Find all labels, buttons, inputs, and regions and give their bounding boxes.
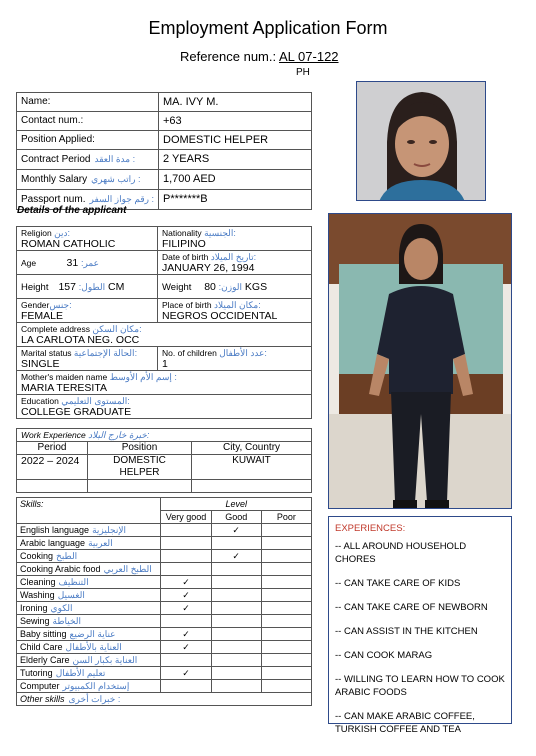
weight-cell: Weight الوزن: 80 KGS xyxy=(158,275,312,299)
portrait-photo-graphic xyxy=(357,82,486,201)
gender-value: FEMALE xyxy=(21,310,64,322)
skill-level-good: ✓ xyxy=(211,524,261,537)
dob-cell: Date of birth تاريخ الميلاد: JANUARY 26, 1994 xyxy=(158,251,312,275)
work-location: KUWAIT xyxy=(192,455,312,480)
skill-level-very-good: ✓ xyxy=(161,576,211,589)
skills-table xyxy=(16,497,312,706)
skill-row xyxy=(17,524,312,537)
pob-cell: Place of birth مكان الميلاد: NEGROS OCCIDENTAL xyxy=(158,299,312,323)
skill-row xyxy=(17,667,312,680)
experience-item: -- ALL AROUND HOUSEHOLD CHORES xyxy=(335,541,467,565)
skill-row xyxy=(17,563,312,576)
work-experience-header: Work Experience خبرة خارج البلاد: xyxy=(17,429,312,442)
skills-header-row xyxy=(17,498,312,511)
education-cell: Education المستوى التعليمي: COLLEGE GRADUATE xyxy=(17,395,312,419)
skill-name: Computer إستخدام الكمبيوتر xyxy=(17,680,161,693)
skill-level-poor xyxy=(261,628,311,641)
details-heading: Details of the applicant xyxy=(17,205,127,216)
skill-level-very-good: ✓ xyxy=(161,589,211,602)
skill-level-good xyxy=(211,589,261,602)
skill-level-poor xyxy=(261,641,311,654)
address-value: LA CARLOTA NEG. OCC xyxy=(21,334,140,346)
basic-info-row xyxy=(17,150,312,170)
skill-level-poor xyxy=(261,667,311,680)
skill-name: Washing الغسيل xyxy=(17,589,161,602)
basic-info-value: MA. IVY M. xyxy=(159,93,312,112)
skill-name: Cooking Arabic food الطبخ العربي xyxy=(17,563,161,576)
skill-name: Cooking الطبخ xyxy=(17,550,161,563)
skills-col-poor: Poor xyxy=(261,511,311,524)
age-value: 31 xyxy=(66,256,79,269)
skill-level-very-good: ✓ xyxy=(161,602,211,615)
basic-info-row xyxy=(17,131,312,150)
basic-info-value: 2 YEARS xyxy=(159,150,312,170)
skill-level-very-good xyxy=(161,680,211,693)
height-cell: Height الطول: 157 CM xyxy=(17,275,158,299)
skill-level-poor xyxy=(261,537,311,550)
skill-row xyxy=(17,576,312,589)
skill-level-poor xyxy=(261,576,311,589)
skill-level-very-good: ✓ xyxy=(161,628,211,641)
experience-item: -- CAN ASSIST IN THE KITCHEN xyxy=(335,626,478,637)
education-value: COLLEGE GRADUATE xyxy=(21,406,132,418)
skill-name: Ironing الكوي xyxy=(17,602,161,615)
basic-info-label: Passport num. رقم جواز السفر : xyxy=(17,190,159,210)
skill-level-poor xyxy=(261,680,311,693)
skill-row xyxy=(17,602,312,615)
work-position: DOMESTIC HELPER xyxy=(88,455,192,480)
skill-name: Elderly Care العناية بكبار السن xyxy=(17,654,161,667)
skill-level-good xyxy=(211,615,261,628)
skill-row xyxy=(17,615,312,628)
skill-level-good xyxy=(211,667,261,680)
dob-value: JANUARY 26, 1994 xyxy=(162,262,255,274)
basic-info-label: Contact num.: xyxy=(17,112,159,131)
basic-info-value: P*******B xyxy=(159,190,312,210)
experience-item: -- CAN TAKE CARE OF NEWBORN xyxy=(335,602,488,613)
skill-row xyxy=(17,589,312,602)
full-body-photo-graphic xyxy=(329,214,512,509)
skill-level-poor xyxy=(261,615,311,628)
skill-level-very-good: ✓ xyxy=(161,641,211,654)
work-experience-table xyxy=(16,428,312,493)
skill-row xyxy=(17,641,312,654)
level-label: Level xyxy=(161,498,312,511)
basic-info-label: Monthly Salary راتب شهري : xyxy=(17,170,159,190)
skill-level-very-good xyxy=(161,563,211,576)
skill-level-poor xyxy=(261,563,311,576)
religion-cell: Religion دين: ROMAN CATHOLIC xyxy=(17,227,158,251)
basic-info-row xyxy=(17,170,312,190)
basic-info-value: +63 xyxy=(159,112,312,131)
marital-value: SINGLE xyxy=(21,358,60,370)
basic-info-row xyxy=(17,93,312,112)
skills-col-good: Good xyxy=(211,511,261,524)
skill-name: Tutoring تعليم الأطفال xyxy=(17,667,161,680)
children-cell: No. of children عدد الأطفال: 1 xyxy=(158,347,312,371)
skill-row xyxy=(17,550,312,563)
skill-level-very-good xyxy=(161,524,211,537)
experience-item: -- CAN MAKE ARABIC COFFEE, TURKISH COFFEE AND TEA xyxy=(335,711,475,735)
skill-level-good xyxy=(211,641,261,654)
mother-value: MARIA TERESITA xyxy=(21,382,107,394)
experience-item: -- CAN TAKE CARE OF KIDS xyxy=(335,578,461,589)
skill-row xyxy=(17,680,312,693)
mother-cell: Mother's maiden name إسم الأم الأوسط : MARIA TERESITA xyxy=(17,371,312,395)
experiences-box xyxy=(328,516,512,735)
col-location: City, Country xyxy=(192,442,312,455)
col-position: Position xyxy=(88,442,192,455)
skill-level-poor xyxy=(261,550,311,563)
skill-level-very-good xyxy=(161,654,211,667)
skill-row xyxy=(17,537,312,550)
skill-level-good xyxy=(211,602,261,615)
marital-cell: Marital status الحالة الإجتماعية: SINGLE xyxy=(17,347,158,371)
skill-name: Child Care العناية بالأطفال xyxy=(17,641,161,654)
skill-name: English language الإنجليزية xyxy=(17,524,161,537)
reference-country: PH xyxy=(296,67,310,78)
full-body-photo xyxy=(328,213,512,509)
reference-line xyxy=(180,49,339,64)
skill-level-good: ✓ xyxy=(211,550,261,563)
portrait-photo xyxy=(356,81,486,201)
address-cell: Complete address مكان السكن: LA CARLOTA NEG. OCC xyxy=(17,323,312,347)
skill-level-good xyxy=(211,654,261,667)
age-cell: Age عمر: 31 xyxy=(17,251,158,275)
work-row xyxy=(17,455,312,480)
basic-info-table xyxy=(16,92,312,210)
skill-name: Cleaning التنظيف xyxy=(17,576,161,589)
skill-name: Arabic language العربية xyxy=(17,537,161,550)
skill-level-very-good xyxy=(161,615,211,628)
skill-level-poor xyxy=(261,654,311,667)
other-skills-label: Other skills خبرات أخرى : xyxy=(17,693,312,706)
skill-level-good xyxy=(211,628,261,641)
basic-info-label: Position Applied: xyxy=(17,131,159,150)
skill-row xyxy=(17,654,312,667)
skill-level-poor xyxy=(261,524,311,537)
other-skills-row xyxy=(17,693,312,706)
experience-item: -- CAN COOK MARAG xyxy=(335,650,433,661)
skill-level-good xyxy=(211,576,261,589)
basic-info-value: 1,700 AED xyxy=(159,170,312,190)
nationality-cell: Nationality الجنسية: FILIPINO xyxy=(158,227,312,251)
children-value: 1 xyxy=(162,358,168,370)
col-period: Period xyxy=(17,442,88,455)
basic-info-label: Contract Period مدة العقد : xyxy=(17,150,159,170)
form-title: Employment Application Form xyxy=(148,18,388,38)
skill-row xyxy=(17,628,312,641)
skill-level-good xyxy=(211,680,261,693)
height-value: 157 CM xyxy=(58,280,125,293)
skill-level-good xyxy=(211,537,261,550)
skill-level-very-good xyxy=(161,550,211,563)
skill-level-poor xyxy=(261,602,311,615)
gender-cell: Genderجنس: FEMALE xyxy=(17,299,158,323)
skills-label: Skills: xyxy=(17,498,161,524)
experiences-title: EXPERIENCES: xyxy=(335,523,406,534)
basic-info-label: Name: xyxy=(17,93,159,112)
religion-value: ROMAN CATHOLIC xyxy=(21,238,116,250)
experience-item: -- WILLING TO LEARN HOW TO COOK ARABIC FOODS xyxy=(335,674,505,698)
skill-level-very-good: ✓ xyxy=(161,667,211,680)
basic-info-row xyxy=(17,112,312,131)
basic-info-value: DOMESTIC HELPER xyxy=(159,131,312,150)
nationality-value: FILIPINO xyxy=(162,238,206,250)
work-period: 2022 – 2024 xyxy=(17,455,88,480)
reference-number: AL 07-122 xyxy=(279,49,339,64)
skill-name: Baby sitting عناية الرضيع xyxy=(17,628,161,641)
skills-col-very-good: Very good xyxy=(161,511,211,524)
skill-level-very-good xyxy=(161,537,211,550)
applicant-details-table xyxy=(16,226,312,419)
skill-level-poor xyxy=(261,589,311,602)
pob-value: NEGROS OCCIDENTAL xyxy=(162,310,278,322)
reference-label: Reference num.: xyxy=(180,49,277,64)
skill-name: Sewing الخياطة xyxy=(17,615,161,628)
skill-level-good xyxy=(211,563,261,576)
weight-value: 80 KGS xyxy=(204,280,268,293)
